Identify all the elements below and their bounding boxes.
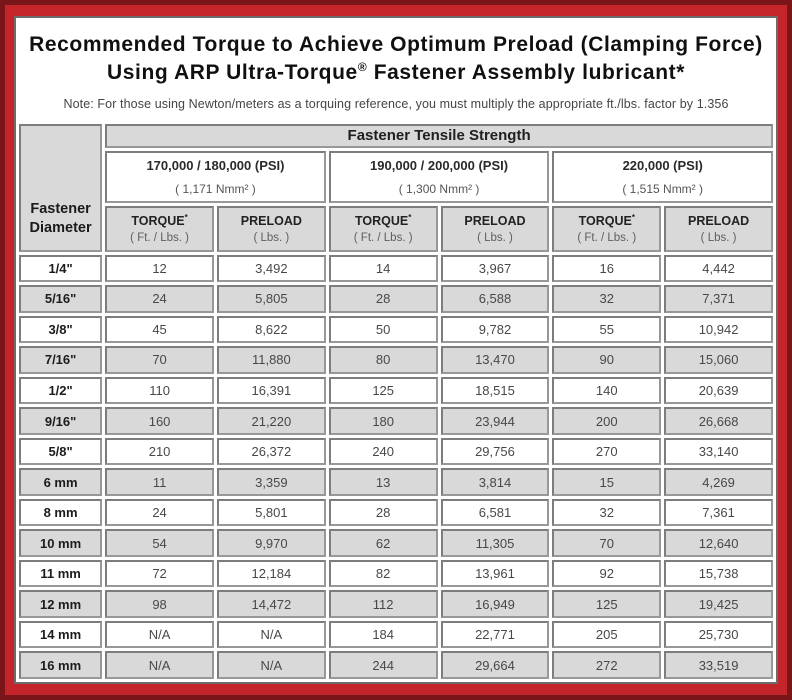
diameter-cell: 12 mm <box>19 590 102 618</box>
value-cell: 125 <box>329 377 438 405</box>
value-cell: N/A <box>105 621 214 649</box>
value-cell: 29,756 <box>441 438 550 466</box>
value-cell: 26,668 <box>664 407 773 435</box>
value-cell: 15,738 <box>664 560 773 588</box>
value-cell: 50 <box>329 316 438 344</box>
value-cell: 244 <box>329 651 438 679</box>
value-cell: 5,801 <box>217 499 326 527</box>
table-body <box>19 255 773 679</box>
diameter-cell: 5/8" <box>19 438 102 466</box>
value-cell: 28 <box>329 499 438 527</box>
tensile-header-row <box>19 124 773 148</box>
value-cell: 98 <box>105 590 214 618</box>
value-cell: N/A <box>217 651 326 679</box>
value-cell: 55 <box>552 316 661 344</box>
value-cell: 6,581 <box>441 499 550 527</box>
value-cell: 21,220 <box>217 407 326 435</box>
value-cell: 24 <box>105 285 214 313</box>
table-row <box>19 255 773 283</box>
table-row <box>19 499 773 527</box>
page-title <box>22 31 770 88</box>
diameter-cell: 5/16" <box>19 285 102 313</box>
value-cell: 16 <box>552 255 661 283</box>
diameter-cell: 14 mm <box>19 621 102 649</box>
value-cell: 28 <box>329 285 438 313</box>
diameter-cell: 16 mm <box>19 651 102 679</box>
diameter-cell: 10 mm <box>19 529 102 557</box>
value-cell: 11,880 <box>217 346 326 374</box>
value-cell: 14 <box>329 255 438 283</box>
value-cell: 110 <box>105 377 214 405</box>
value-cell: 92 <box>552 560 661 588</box>
value-cell: 15,060 <box>664 346 773 374</box>
value-cell: N/A <box>105 651 214 679</box>
preload-column-header: PRELOAD ( Lbs. ) <box>441 206 550 252</box>
torque-column-header: TORQUE* ( Ft. / Lbs. ) <box>552 206 661 252</box>
value-cell: 272 <box>552 651 661 679</box>
value-cell: 7,371 <box>664 285 773 313</box>
table-row <box>19 346 773 374</box>
value-cell: 8,622 <box>217 316 326 344</box>
value-cell: 29,664 <box>441 651 550 679</box>
value-cell: 11 <box>105 468 214 496</box>
value-cell: 33,140 <box>664 438 773 466</box>
value-cell: 3,359 <box>217 468 326 496</box>
value-cell: 45 <box>105 316 214 344</box>
table-row <box>19 621 773 649</box>
value-cell: 72 <box>105 560 214 588</box>
table-row <box>19 438 773 466</box>
value-cell: 200 <box>552 407 661 435</box>
table-row <box>19 377 773 405</box>
diameter-cell: 11 mm <box>19 560 102 588</box>
value-cell: 25,730 <box>664 621 773 649</box>
value-cell: 6,588 <box>441 285 550 313</box>
table-row <box>19 560 773 588</box>
table-row <box>19 316 773 344</box>
value-cell: 54 <box>105 529 214 557</box>
diameter-cell: 7/16" <box>19 346 102 374</box>
value-cell: 13,470 <box>441 346 550 374</box>
value-cell: 240 <box>329 438 438 466</box>
psi-group-190-200: 190,000 / 200,000 (PSI) ( 1,300 Nmm² ) <box>329 151 550 203</box>
value-cell: 15 <box>552 468 661 496</box>
value-cell: 24 <box>105 499 214 527</box>
value-cell: 3,967 <box>441 255 550 283</box>
value-cell: 4,442 <box>664 255 773 283</box>
value-cell: 62 <box>329 529 438 557</box>
value-cell: 22,771 <box>441 621 550 649</box>
diameter-cell: 1/2" <box>19 377 102 405</box>
value-cell: 4,269 <box>664 468 773 496</box>
value-cell: 90 <box>552 346 661 374</box>
title-line-1: Recommended Torque to Achieve Optimum Preload (Clamping Force) <box>29 33 763 56</box>
value-cell: 26,372 <box>217 438 326 466</box>
value-cell: 7,361 <box>664 499 773 527</box>
table-row <box>19 285 773 313</box>
table-row <box>19 407 773 435</box>
torque-table-wrap <box>16 121 776 682</box>
value-cell: 33,519 <box>664 651 773 679</box>
value-cell: 14,472 <box>217 590 326 618</box>
value-cell: 3,814 <box>441 468 550 496</box>
value-cell: 112 <box>329 590 438 618</box>
value-cell: 5,805 <box>217 285 326 313</box>
value-cell: 13,961 <box>441 560 550 588</box>
value-cell: 10,942 <box>664 316 773 344</box>
psi-group-row <box>19 151 773 203</box>
table-row <box>19 468 773 496</box>
value-cell: 82 <box>329 560 438 588</box>
value-cell: 12,640 <box>664 529 773 557</box>
value-cell: 20,639 <box>664 377 773 405</box>
column-header-row <box>19 206 773 252</box>
value-cell: N/A <box>217 621 326 649</box>
value-cell: 184 <box>329 621 438 649</box>
torque-column-header: TORQUE* ( Ft. / Lbs. ) <box>329 206 438 252</box>
value-cell: 70 <box>105 346 214 374</box>
registered-mark: ® <box>357 60 368 75</box>
torque-table <box>16 121 776 682</box>
diameter-cell: 9/16" <box>19 407 102 435</box>
value-cell: 270 <box>552 438 661 466</box>
table-row <box>19 651 773 679</box>
corner-header-fastener-diameter: Fastener Diameter <box>19 124 102 252</box>
value-cell: 13 <box>329 468 438 496</box>
psi-group-170-180: 170,000 / 180,000 (PSI) ( 1,171 Nmm² ) <box>105 151 326 203</box>
value-cell: 19,425 <box>664 590 773 618</box>
value-cell: 18,515 <box>441 377 550 405</box>
preload-column-header: PRELOAD ( Lbs. ) <box>217 206 326 252</box>
tensile-strength-header: Fastener Tensile Strength <box>105 124 773 148</box>
value-cell: 11,305 <box>441 529 550 557</box>
value-cell: 32 <box>552 285 661 313</box>
value-cell: 16,391 <box>217 377 326 405</box>
title-line-2: Using ARP Ultra-Torque® Fastener Assembly lubricant* <box>106 60 685 85</box>
content-panel <box>14 16 778 684</box>
preload-column-header: PRELOAD ( Lbs. ) <box>664 206 773 252</box>
value-cell: 12 <box>105 255 214 283</box>
value-cell: 125 <box>552 590 661 618</box>
value-cell: 16,949 <box>441 590 550 618</box>
value-cell: 12,184 <box>217 560 326 588</box>
table-row <box>19 590 773 618</box>
value-cell: 80 <box>329 346 438 374</box>
table-row <box>19 529 773 557</box>
value-cell: 160 <box>105 407 214 435</box>
diameter-cell: 1/4" <box>19 255 102 283</box>
value-cell: 70 <box>552 529 661 557</box>
value-cell: 140 <box>552 377 661 405</box>
conversion-note: Note: For those using Newton/meters as a torquing reference, you must multiply the appropriate ft./lbs. factor by 1.356 <box>63 96 729 111</box>
value-cell: 9,970 <box>217 529 326 557</box>
value-cell: 9,782 <box>441 316 550 344</box>
value-cell: 205 <box>552 621 661 649</box>
value-cell: 3,492 <box>217 255 326 283</box>
psi-group-220: 220,000 (PSI) ( 1,515 Nmm² ) <box>552 151 773 203</box>
torque-column-header: TORQUE* ( Ft. / Lbs. ) <box>105 206 214 252</box>
diameter-cell: 6 mm <box>19 468 102 496</box>
value-cell: 23,944 <box>441 407 550 435</box>
diameter-cell: 3/8" <box>19 316 102 344</box>
value-cell: 210 <box>105 438 214 466</box>
diameter-cell: 8 mm <box>19 499 102 527</box>
value-cell: 180 <box>329 407 438 435</box>
value-cell: 32 <box>552 499 661 527</box>
